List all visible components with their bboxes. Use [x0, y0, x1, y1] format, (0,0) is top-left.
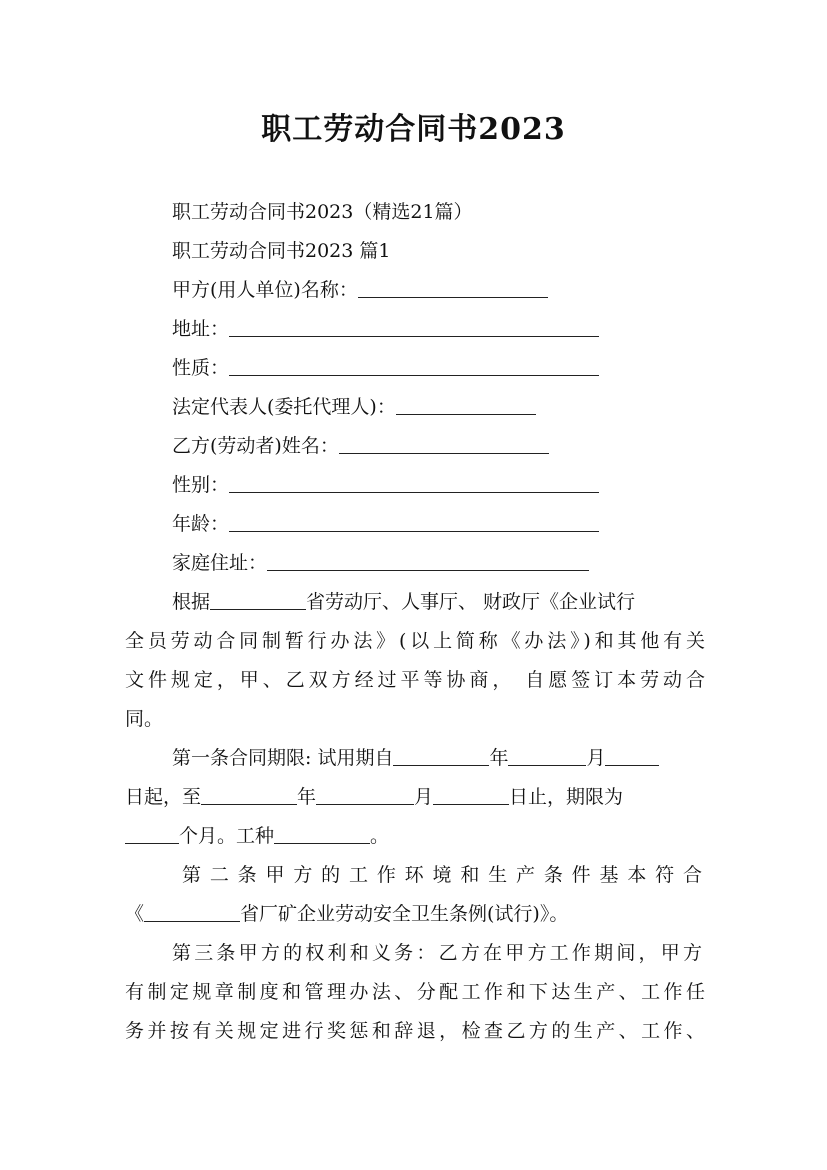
- article-2-line-2: [125, 894, 705, 934]
- text-span: 第一条合同期限: 试用期自: [172, 747, 394, 769]
- blank-line: [229, 314, 599, 337]
- blank-line: [358, 275, 548, 298]
- text-span: 《: [125, 903, 145, 925]
- section-heading: 职工劳动合同书2023 篇1: [172, 240, 391, 262]
- article-3-line-2: 有制定规章制度和管理办法、分配工作和下达生产、工作任: [125, 981, 705, 1003]
- blank-line: [396, 392, 536, 415]
- field-age: [172, 504, 712, 544]
- field-label: 乙方(劳动者)姓名：: [172, 435, 339, 457]
- paragraph-basis-line-2: 全员劳动合同制暂行办法》(以上简称《办法》)和其他有关: [125, 630, 705, 652]
- text-span: 月: [414, 786, 434, 808]
- blank-line: [267, 548, 589, 571]
- blank-line: [229, 470, 599, 493]
- field-employer-name: [172, 270, 712, 310]
- field-label: 年龄：: [172, 513, 230, 535]
- field-gender: [172, 465, 712, 505]
- blank-line: [605, 743, 659, 766]
- paragraph-basis-line-1: [172, 582, 712, 622]
- blank-line: [210, 587, 306, 610]
- text-span: 日起，至: [125, 786, 202, 808]
- text-span: 年: [489, 747, 509, 769]
- blank-line: [508, 743, 586, 766]
- field-label: 性别：: [172, 474, 230, 496]
- text-span: 。: [370, 825, 390, 847]
- field-home-address: [172, 543, 712, 583]
- blank-line: [229, 509, 599, 532]
- field-label: 法定代表人(委托代理人)：: [172, 396, 396, 418]
- text-span: 省厂矿企业劳动安全卫生条例(试行)》。: [240, 903, 569, 925]
- blank-line: [316, 782, 414, 805]
- text-span: 根据: [172, 591, 211, 613]
- text-span: 年: [297, 786, 317, 808]
- text-span: 日止，期限为: [509, 786, 624, 808]
- text-span: 月: [586, 747, 606, 769]
- paragraph-basis-line-4: 同。: [125, 708, 164, 730]
- document-title: 职工劳动合同书2023: [261, 112, 566, 147]
- article-1-line-2: [125, 777, 705, 817]
- article-3-line-3: 务并按有关规定进行奖惩和辞退，检查乙方的生产、工作、: [125, 1020, 705, 1042]
- blank-line: [201, 782, 297, 805]
- blank-line: [229, 353, 599, 376]
- blank-line: [393, 743, 489, 766]
- article-3-line-1: 第三条甲方的权利和义务：乙方在甲方工作期间，甲方: [172, 942, 702, 964]
- blank-line: [274, 821, 370, 844]
- blank-line: [144, 899, 240, 922]
- blank-line: [433, 782, 509, 805]
- document-subtitle: 职工劳动合同书2023（精选21篇）: [172, 201, 473, 223]
- field-label: 地址：: [172, 318, 230, 340]
- article-1-line-1: [172, 738, 712, 778]
- field-employee-name: [172, 426, 712, 466]
- field-address: [172, 309, 712, 349]
- paragraph-basis-line-3: 文件规定，甲、乙双方经过平等协商， 自愿签订本劳动合: [125, 669, 705, 691]
- field-label: 甲方(用人单位)名称：: [172, 279, 358, 301]
- article-1-line-3: [125, 816, 705, 856]
- field-nature: [172, 348, 712, 388]
- blank-line: [125, 821, 179, 844]
- text-span: 省劳动厅、人事厅、 财政厅《企业试行: [306, 591, 636, 613]
- text-span: 个月。工种: [179, 825, 275, 847]
- article-2-line-1: 第二条甲方的工作环境和生产条件基本符合: [182, 864, 702, 886]
- field-label: 性质：: [172, 357, 230, 379]
- field-label: 家庭住址：: [172, 552, 268, 574]
- field-legal-representative: [172, 387, 712, 427]
- blank-line: [339, 431, 549, 454]
